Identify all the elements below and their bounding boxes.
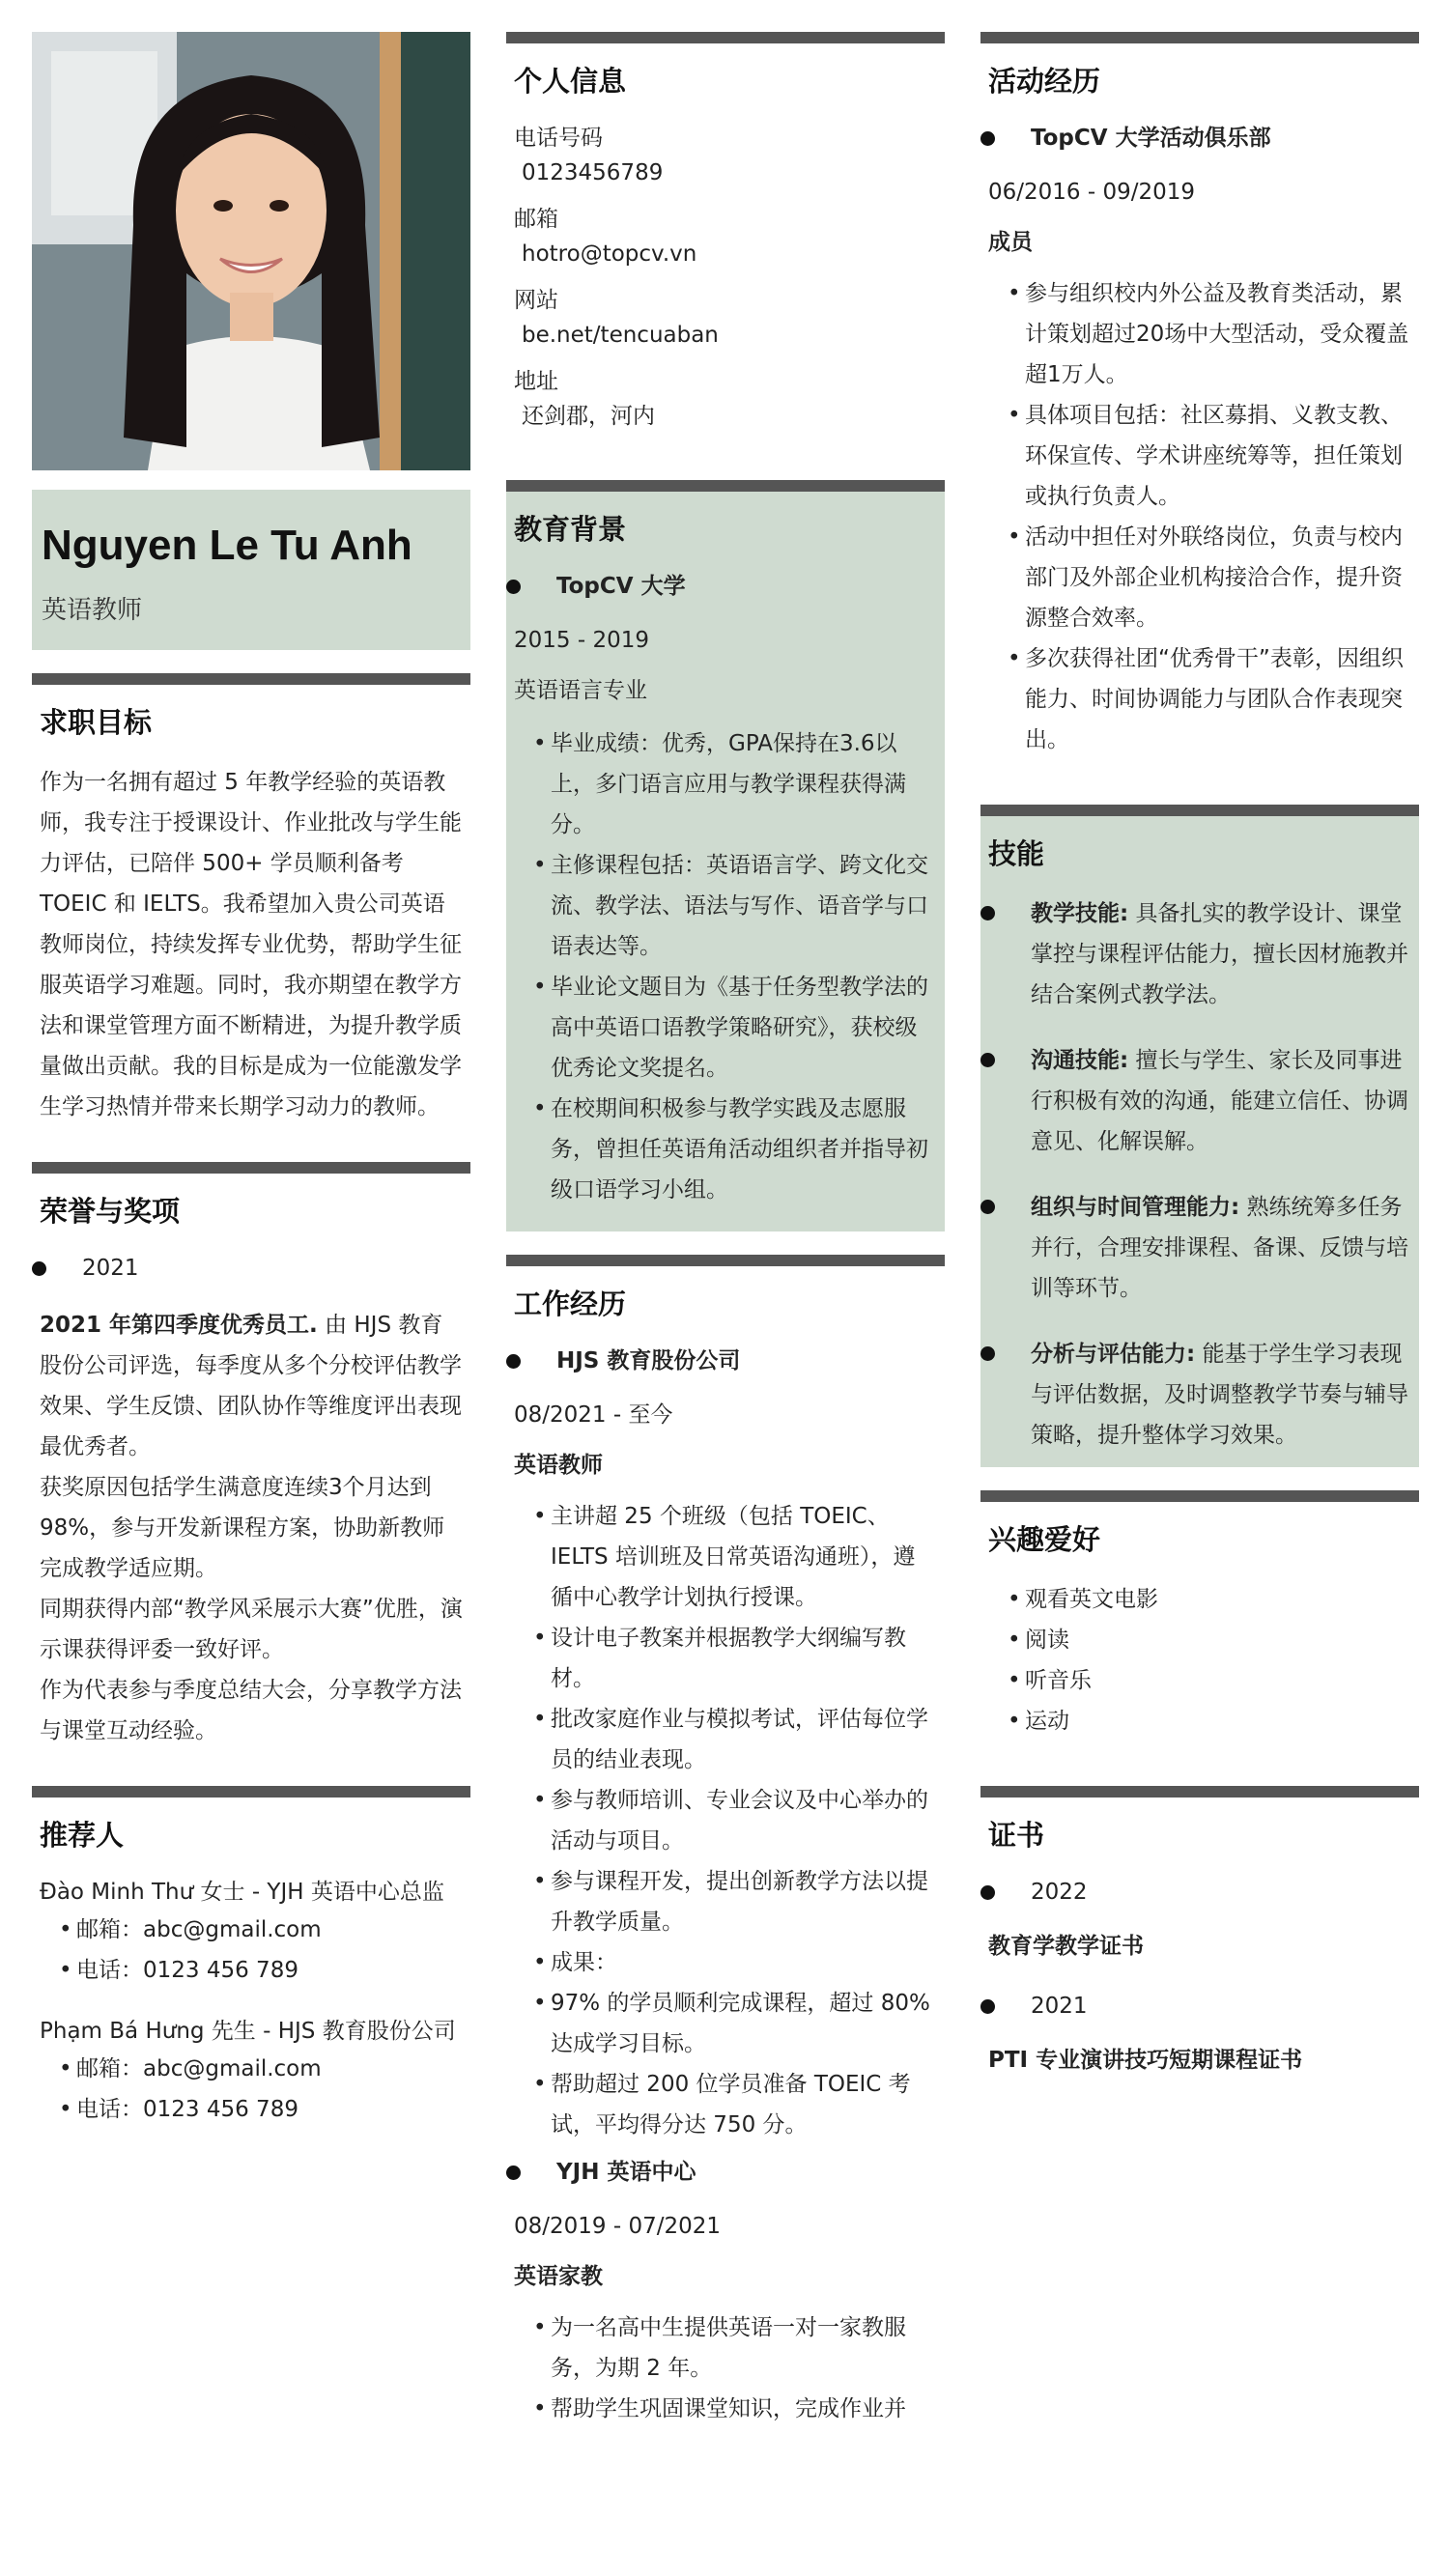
personal-info-heading: 个人信息	[514, 65, 627, 98]
candidate-title: 英语教师	[42, 596, 143, 625]
job-role: 英语家教	[514, 2264, 603, 2289]
list-item: • 参与组织校内外公益及教育类活动，累计策划超过20场中大型活动，受众覆盖超1万人。	[1025, 273, 1411, 395]
right-column	[980, 32, 1419, 2114]
skills-section	[980, 805, 1419, 1467]
award-title: 2021 年第四季度优秀员工.	[40, 1313, 318, 1338]
references-section	[32, 1786, 470, 2151]
school-name: TopCV 大学	[556, 574, 686, 599]
company-name: HJS 教育股份公司	[556, 1348, 741, 1373]
job-entry	[506, 1344, 937, 1378]
list-item: • 毕业论文题目为《基于任务型教学法的高中英语口语教学策略研究》，获校级优秀论文奖提名。	[551, 967, 937, 1089]
reference-contacts	[40, 1910, 463, 1991]
list-item: • 阅读	[1025, 1620, 1411, 1660]
reference-name: Phạm Bá Hưng 先生 - HJS 教育股份公司	[40, 2019, 456, 2044]
skill-item	[980, 1334, 1411, 1456]
education-section	[506, 480, 945, 1231]
bullet-dot-icon	[506, 2166, 521, 2180]
job-bullets	[514, 2307, 937, 2429]
job-role: 英语教师	[514, 1453, 603, 1478]
website-value: be.net/tencuaban	[522, 323, 719, 348]
job-bullets	[514, 1496, 937, 2145]
skill-desc: 熟练统筹多任务并行，合理安排课程、备课、反馈与培训等环节。	[1031, 1195, 1408, 1301]
skill-desc: 擅长与学生、家长及同事进行积极有效的沟通，能建立信任、协调意见、化解误解。	[1031, 1048, 1408, 1154]
education-bullets	[514, 723, 937, 1210]
website-label: 网站	[514, 288, 558, 313]
bullet-dot-icon	[980, 1346, 995, 1361]
reference-email: • 邮箱：abc@gmail.com	[76, 2049, 463, 2089]
address-value: 还剑郡，河内	[522, 404, 655, 429]
school-entry	[506, 569, 937, 604]
certificate-name: 教育学教学证书	[988, 1934, 1144, 1959]
skill-desc: 具备扎实的教学设计、课堂掌控与课程评估能力，擅长因材施教并结合案例式教学法。	[1031, 901, 1408, 1007]
phone-value: 0123456789	[522, 160, 664, 185]
job-entry	[506, 2155, 937, 2190]
activity-org: TopCV 大学活动俱乐部	[1031, 126, 1271, 151]
activity-role: 成员	[988, 230, 1033, 255]
list-item: • 为一名高中生提供英语一对一家教服务，为期 2 年。	[551, 2307, 937, 2389]
activities-section	[980, 32, 1419, 781]
bullet-dot-icon	[980, 1200, 995, 1214]
awards-section	[32, 1162, 470, 1763]
list-item: • 多次获得社团“优秀骨干”表彰，因组织能力、时间协调能力与团队合作表现突出。	[1025, 638, 1411, 760]
bullet-dot-icon	[980, 906, 995, 920]
list-item: • 观看英文电影	[1025, 1579, 1411, 1620]
list-item: • 97% 的学员顺利完成课程，超过 80% 达成学习目标。	[551, 1983, 937, 2064]
award-year	[32, 1251, 463, 1286]
award-line: 由 HJS 教育股份公司评选，每季度从多个分校评估教学效果、学生反馈、团队协作等维度评出表现最优秀者。	[40, 1313, 462, 1459]
bullet-dot-icon	[506, 580, 521, 594]
award-year-text: 2021	[82, 1256, 139, 1281]
award-line: 作为代表参与季度总结大会，分享教学方法与课堂互动经验。	[40, 1678, 462, 1743]
activity-bullets	[988, 273, 1411, 760]
list-item: • 毕业成绩：优秀，GPA保持在3.6以上，多门语言应用与教学课程获得满分。	[551, 723, 937, 845]
work-heading: 工作经历	[514, 1288, 627, 1320]
awards-heading: 荣誉与奖项	[40, 1195, 181, 1228]
list-item: • 批改家庭作业与模拟考试，评估每位学员的结业表现。	[551, 1699, 937, 1780]
list-item: • 运动	[1025, 1701, 1411, 1741]
certificates-section	[980, 1786, 1419, 2114]
phone-label: 电话号码	[514, 126, 603, 151]
references-heading: 推荐人	[40, 1819, 125, 1852]
bullet-dot-icon	[32, 1261, 46, 1276]
certificate-year	[980, 1875, 1411, 1910]
reference-phone: • 电话：0123 456 789	[76, 1950, 463, 1991]
bullet-dot-icon	[980, 1053, 995, 1067]
list-item: • 主讲超 25 个班级（包括 TOEIC、IELTS 培训班及日常英语沟通班），遵循中心教学计划执行授课。	[551, 1496, 937, 1618]
education-dates: 2015 - 2019	[514, 628, 649, 653]
company-name: YJH 英语中心	[556, 2160, 696, 2185]
bullet-dot-icon	[506, 1354, 521, 1369]
list-item: • 参与教师培训、专业会议及中心举办的活动与项目。	[551, 1780, 937, 1861]
job-dates: 08/2021 - 至今	[514, 1402, 673, 1428]
objective-heading: 求职目标	[40, 706, 153, 739]
skill-name: 组织与时间管理能力:	[1031, 1195, 1240, 1220]
award-line: 获奖原因包括学生满意度连续3个月达到98%，参与开发新课程方案，协助新教师完成教学适应期。	[40, 1475, 445, 1581]
certificate-year-text: 2021	[1031, 1994, 1088, 2019]
skill-name: 沟通技能:	[1031, 1048, 1129, 1073]
award-description	[40, 1305, 463, 1467]
list-item: • 主修课程包括：英语语言学、跨文化交流、教学法、语法与写作、语音学与口语表达等。	[551, 845, 937, 967]
list-item: • 设计电子教案并根据教学大纲编写教材。	[551, 1618, 937, 1699]
email-label: 邮箱	[514, 207, 558, 232]
skill-name: 分析与评估能力:	[1031, 1342, 1196, 1367]
hobbies-heading: 兴趣爱好	[988, 1523, 1101, 1556]
certificates-heading: 证书	[988, 1819, 1045, 1852]
education-major: 英语语言专业	[514, 678, 647, 703]
address-label: 地址	[514, 369, 558, 394]
personal-info-section	[506, 32, 945, 457]
list-item: • 活动中担任对外联络岗位，负责与校内部门及外部企业机构接洽合作，提升资源整合效率。	[1025, 517, 1411, 638]
skill-item	[980, 1040, 1411, 1162]
reference-phone: • 电话：0123 456 789	[76, 2089, 463, 2130]
skill-name: 教学技能:	[1031, 901, 1129, 926]
certificate-year	[980, 1989, 1411, 2024]
skill-item	[980, 1187, 1411, 1309]
list-item: • 帮助学生巩固课堂知识，完成作业并	[551, 2389, 937, 2429]
reference-name: Đào Minh Thư 女士 - YJH 英语中心总监	[40, 1880, 444, 1905]
activity-entry	[980, 121, 1411, 156]
middle-column	[506, 32, 945, 2450]
reference-contacts	[40, 2049, 463, 2130]
candidate-name: Nguyen Le Tu Anh	[42, 522, 412, 569]
bullet-dot-icon	[980, 1885, 995, 1900]
work-section	[506, 1255, 945, 2450]
education-heading: 教育背景	[514, 513, 627, 546]
profile-photo	[32, 32, 470, 470]
hobbies-section	[980, 1490, 1419, 1763]
objective-text: 作为一名拥有超过 5 年教学经验的英语教师，我专注于授课设计、作业批改与学生能力评估，已陪伴 500+ 学员顺利备考 TOEIC 和 IELTS。我希望加入贵公司英语教师岗位，持续发挥专业优势，帮助学生征服英语学习难题。同时，我亦期望在教学方法和课堂管理方面不断精进，为提升教学质量做出贡献。我的目标是成为一位能激发学生学习热情并带来长期学习动力的教师。	[40, 770, 462, 1119]
bullet-dot-icon	[980, 131, 995, 146]
list-item: • 成果：	[551, 1942, 937, 1983]
list-item: • 在校期间积极参与教学实践及志愿服务，曾担任英语角活动组织者并指导初级口语学习小组。	[551, 1089, 937, 1210]
skill-desc: 能基于学生学习表现与评估数据，及时调整教学节奏与辅导策略，提升整体学习效果。	[1031, 1342, 1408, 1448]
list-item: • 具体项目包括：社区募捐、义教支教、环保宣传、学术讲座统筹等，担任策划或执行负责人。	[1025, 395, 1411, 517]
email-value: hotro@topcv.vn	[522, 241, 697, 267]
award-line: 同期获得内部“教学风采展示大赛”优胜，演示课获得评委一致好评。	[40, 1597, 463, 1662]
name-card	[32, 490, 470, 650]
activities-heading: 活动经历	[988, 65, 1101, 98]
list-item: • 帮助超过 200 位学员准备 TOEIC 考试，平均得分达 750 分。	[551, 2064, 937, 2145]
hobbies-list	[988, 1579, 1411, 1741]
certificate-year-text: 2022	[1031, 1880, 1088, 1905]
skills-heading: 技能	[988, 837, 1045, 870]
bullet-dot-icon	[980, 1999, 995, 2014]
job-dates: 08/2019 - 07/2021	[514, 2214, 722, 2239]
list-item: • 听音乐	[1025, 1660, 1411, 1701]
certificate-name: PTI 专业演讲技巧短期课程证书	[988, 2048, 1303, 2073]
skill-item	[980, 893, 1411, 1015]
activity-dates: 06/2016 - 09/2019	[988, 180, 1196, 205]
left-column	[32, 32, 470, 2151]
list-item: • 参与课程开发，提出创新教学方法以提升教学质量。	[551, 1861, 937, 1942]
reference-email: • 邮箱：abc@gmail.com	[76, 1910, 463, 1950]
objective-section	[32, 673, 470, 1139]
